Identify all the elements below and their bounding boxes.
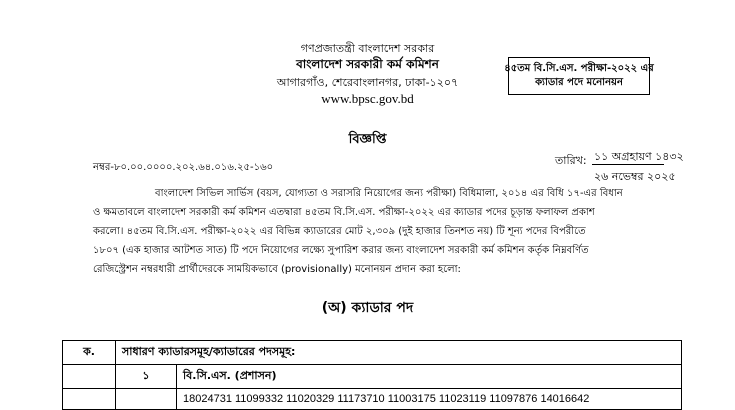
commission-name: বাংলাদেশ সরকারী কর্ম কমিশন: [296, 57, 439, 71]
title-box-line1: ৪৫তম বি.সি.এস. পরীক্ষা-২০২২ এর: [504, 63, 654, 74]
body-line: ১৮০৭ (এক হাজার আটশত সাত) টি পদে নিয়োগের লক্ষ্যে সুপারিশ করার জন্য বাংলাদেশ সরকারী কর্ম কমিশন কর্তৃক নিম্নবর্ণিত: [93, 245, 589, 256]
table-cell: [116, 389, 177, 410]
table-cell: বি.সি.এস. (প্রশাসন): [177, 365, 682, 389]
date-gregorian: ২৬ নভেম্বর ২০২৫: [594, 170, 676, 183]
table-cell: [63, 365, 116, 389]
notice-title: বিজ্ঞপ্তি: [348, 132, 387, 147]
government-name: গণপ্রজাতন্ত্রী বাংলাদেশ সরকার: [300, 42, 435, 55]
website-link[interactable]: www.bpsc.gov.bd: [321, 91, 414, 106]
body-line: ও ক্ষমতাবলে বাংলাদেশ সরকারী কর্ম কমিশন এতদ্বারা ৪৫তম বি.সি.এস. পরীক্ষা-২০২২ এর ক্যাডার পদের চূড়ান্ত ফলাফল প্রকাশ: [93, 207, 595, 218]
table-cell: ১: [116, 365, 177, 389]
reference-number: নম্বর-৮০.০০.০০০০.২০২.৬৪.০১৬.২৫-১৬০: [93, 162, 274, 173]
date-label: তারিখ:: [555, 154, 587, 167]
table-cell: সাধারণ ক্যাডারসমূহ/ক্যাডারের পদসমূহ:: [116, 341, 682, 365]
table-cell: ক.: [63, 341, 116, 365]
table-cell: [63, 389, 116, 410]
date-divider: [592, 164, 664, 165]
table-row: [63, 341, 682, 365]
commission-address: আগারগাঁও, শেরেবাংলানগর, ঢাকা-১২০৭: [276, 76, 459, 89]
body-line: বাংলাদেশ সিভিল সার্ভিস (বয়স, যোগ্যতা ও সরাসরি নিয়োগের জন্য পরীক্ষা) বিধিমালা, ২০১৪ এর বিধি ১৭-এর বিধান: [155, 188, 623, 199]
date-bangla: ১১ অগ্রহায়ণ ১৪৩২: [594, 150, 684, 163]
notice-body: [93, 184, 650, 279]
table-cell: 18024731 11099332 11020329 11173710 11003175 11023119 11097876 14016642: [177, 389, 682, 410]
body-line: রেজিস্ট্রেশন নম্বরধারী প্রার্থীদেরকে সাময়িকভাবে (provisionally) মনোনয়ন প্রদান করা হলো:: [93, 264, 461, 275]
table-row: [63, 389, 682, 410]
title-box-line2: ক্যাডার পদে মনোনয়ন: [535, 77, 623, 88]
table-row: [63, 365, 682, 389]
body-line: করলো। ৪৫তম বি.সি.এস. পরীক্ষা-২০২২ এর বিভিন্ন ক্যাডারের মোট ২,৩০৯ (দুই হাজার তিনশত নয়) টি শূন্য পদের বিপরীতে: [93, 226, 586, 237]
title-box: [504, 57, 654, 95]
section-title: (অ) ক্যাডার পদ: [321, 300, 414, 316]
